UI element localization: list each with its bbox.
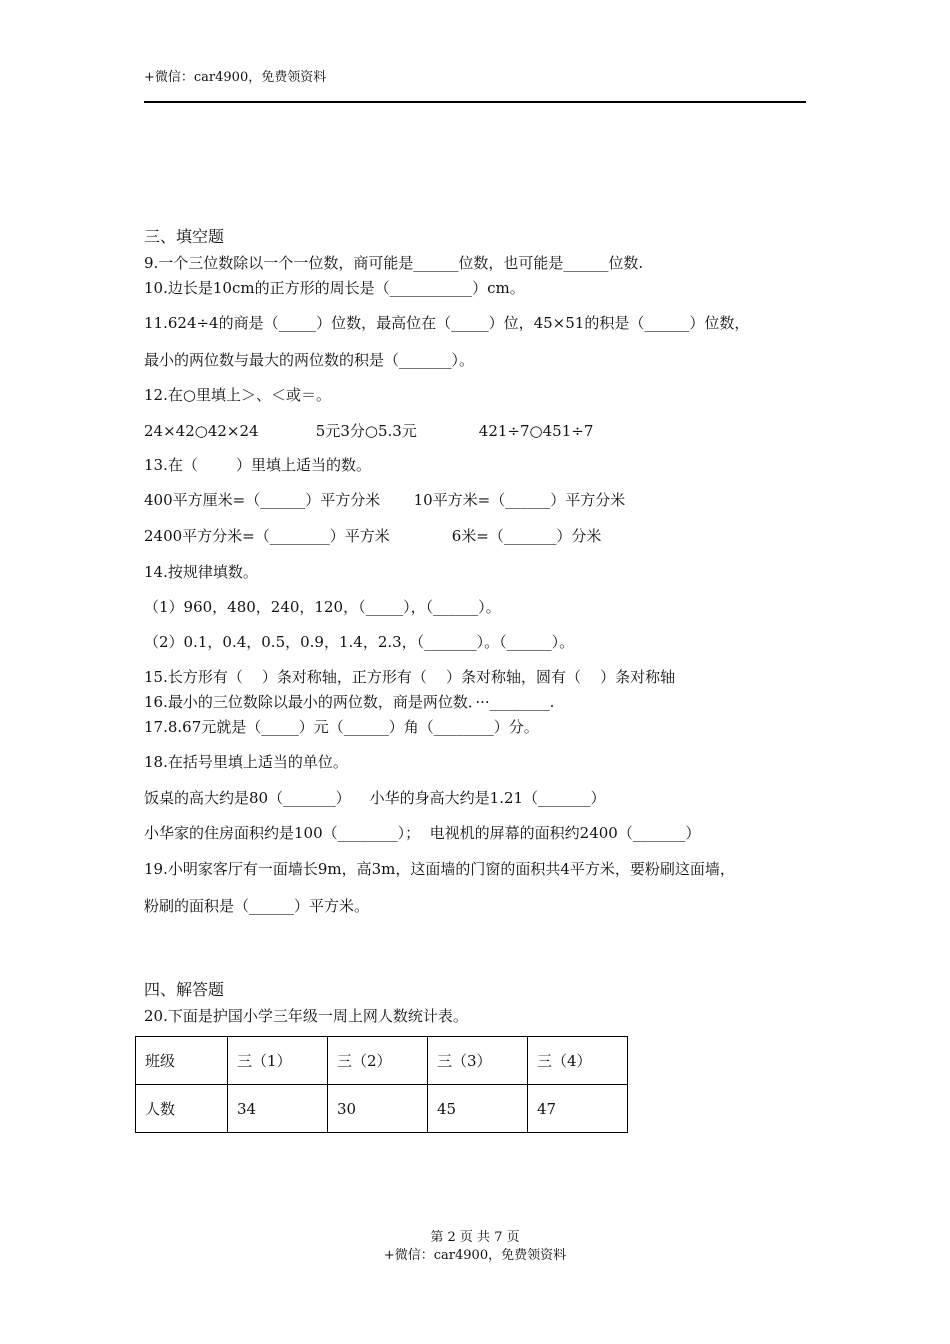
table-row: [136, 1085, 628, 1133]
table-cell: 30: [328, 1085, 428, 1133]
question-14: 14.按规律填数。: [144, 563, 258, 581]
question-11-cont: 最小的两位数与最大的两位数的积是（_______）。: [144, 351, 475, 369]
question-20: 20.下面是护国小学三年级一周上网人数统计表。: [144, 1007, 468, 1025]
question-18-row2: 小华家的住房面积约是100（________）； 电视机的屏幕的面积约2400（_______）: [144, 824, 701, 842]
table-cell: 人数: [136, 1085, 228, 1133]
table-header-cell: 班级: [136, 1037, 228, 1085]
table-cell: 47: [528, 1085, 628, 1133]
table-row: [136, 1037, 628, 1085]
question-19-cont: 粉刷的面积是（______）平方米。: [144, 897, 370, 915]
table-cell: 34: [228, 1085, 328, 1133]
section-title-fill-in: 三、填空题: [144, 227, 225, 246]
question-10: 10.边长是10cm的正方形的周长是（___________）cm。: [144, 279, 525, 297]
table-header-cell: 三（1）: [228, 1037, 328, 1085]
question-16: 16.最小的三位数除以最小的两位数，商是两位数．···________.: [144, 693, 555, 711]
question-18: 18.在括号里填上适当的单位。: [144, 753, 348, 771]
section-title-answer: 四、解答题: [144, 980, 225, 999]
table-header-cell: 三（2）: [328, 1037, 428, 1085]
question-18-row1: 饭桌的高大约是80（_______） 小华的身高大约是1.21（_______）: [144, 789, 606, 807]
question-11: 11.624÷4的商是（_____）位数，最高位在（_____）位，45×51的积是（______）位数，: [144, 314, 750, 332]
question-17: 17.8.67元就是（_____）元（______）角（________）分。: [144, 718, 539, 736]
question-14-part2: （2）0.1，0.4，0.5，0.9，1.4，2.3，（_______）。（______）。: [144, 633, 575, 651]
question-9: 9.一个三位数除以一个一位数，商可能是______位数，也可能是______位数.: [144, 254, 644, 272]
question-13: 13.在（ ）里填上适当的数。: [144, 456, 372, 474]
page-number: 第 2 页 共 7 页: [430, 1230, 520, 1245]
question-14-part1: （1）960，480，240，120，（_____），（______）。: [144, 598, 501, 616]
table-cell: 45: [428, 1085, 528, 1133]
footer-contact: +微信：car4900，免费领资料: [383, 1248, 567, 1263]
question-12-items: 24×42○42×24 5元3分○5.3元 421÷7○451÷7: [144, 422, 594, 440]
question-19: 19.小明家客厅有一面墙长9m，高3m，这面墙的门窗的面积共4平方米，要粉刷这面墙，: [144, 860, 735, 878]
question-13-row1: 400平方厘米=（______）平方分米 10平方米=（______）平方分米: [144, 491, 626, 509]
table-header-cell: 三（4）: [528, 1037, 628, 1085]
question-15: 15.长方形有（ ）条对称轴，正方形有（ ）条对称轴，圆有（ ）条对称轴: [144, 668, 676, 686]
question-13-row2: 2400平方分米=（________）平方米 6米=（_______）分米: [144, 527, 602, 545]
header-rule: [144, 101, 806, 103]
stats-table: [135, 1036, 628, 1133]
header-text: +微信：car4900，免费领资料: [144, 70, 327, 85]
question-12: 12.在○里填上＞、＜或＝。: [144, 386, 331, 404]
table-header-cell: 三（3）: [428, 1037, 528, 1085]
